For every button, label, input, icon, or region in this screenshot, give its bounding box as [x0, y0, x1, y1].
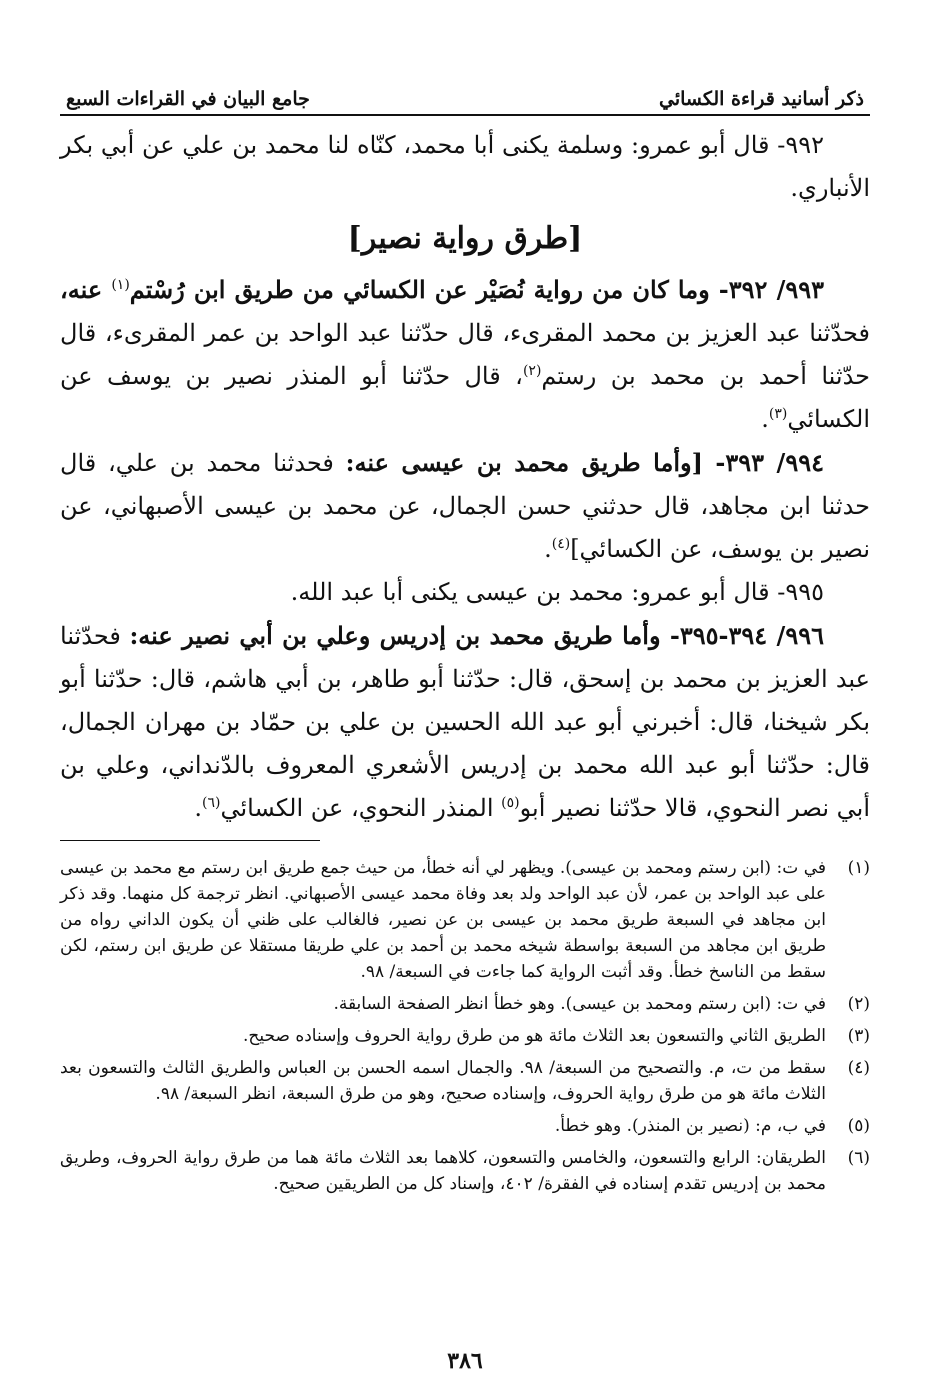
paragraph-993: ٩٩٣/ ٣٩٢- وما كان من رواية نُصَيْر عن الكسائي من طريق ابن رُسْتم$^{(١)}$ عنه، فحدّثنا عبد العزيز بن محمد المقرىء، قال حدّثنا عبد الواحد بن عمر المقرىء، قال حدّثنا أحمد بن محمد بن رستم$^{(٢)}$، قال حدّثنا أبو المنذر نصير بن يوسف عن الكسائي$^{(٣)}$. [60, 275, 871, 433]
book-page [60, 70, 870, 1380]
footnote-divider [60, 840, 320, 841]
footnote-ref-4[interactable]: (٤) [551, 536, 571, 552]
footnote-2: (٢) في ت: (ابن رستم ومحمد بن عيسى). وهو خطأ انظر الصفحة السابقة. [333, 994, 870, 1014]
main-text [60, 124, 870, 830]
footnote-5: (٥) في ب، م: (نصير بن المنذر). وهو خطأ. [554, 1116, 870, 1136]
footnote-ref-5[interactable]: (٥) [501, 795, 520, 811]
footnote-1: (١) في ت: (ابن رستم ومحمد بن عيسى). ويظهر لي أنه خطأ، من حيث جمع طريق ابن رستم مع محمد بن عيسى على عبد الواحد بن عمر، لأن عبد الواحد ولد بعد وفاة محمد عيسى الأصبهاني. انظر ترجمة كل منهما. وقد ذكر ابن مجاهد في السبعة طريق محمد بن عيسى بن عن نصير، فالغالب على ظني أن يكون الداني رواه من طريق ابن مجاهد من السبعة بواسطة شيخه محمد بن أحمد بن علي طريقا مستقلا عن طريق ابن رستم، لكن سقط من الناسخ خطأ. وقد أثبت الرواية كما جاءت في السبعة/ ٩٨. [60, 858, 870, 982]
running-header [60, 70, 870, 116]
header-book-title: جامع البيان في القراءات السبع [66, 88, 310, 110]
footnote-ref-6[interactable]: (٦) [202, 795, 221, 811]
footnote-4: (٤) سقط من ت، م. والتصحيح من السبعة/ ٩٨. والجمال اسمه الحسن بن العباس والطريق الثالث والتسعون بعد الثلاث مائة هو من طرق رواية الحروف، وإسناده صحيح، وهو من طرق السبعة، انظر السبعة/ ٩٨. [60, 1058, 870, 1104]
paragraph-992: ٩٩٢- قال أبو عمرو: وسلمة يكنى أبا محمد، كنّاه لنا محمد بن علي عن أبي بكر الأنباري. [60, 131, 870, 202]
section-title: [طرق رواية نصير] [347, 221, 583, 256]
paragraph-995: ٩٩٥- قال أبو عمرو: محمد بن عيسى يكنى أبا عبد الله. [290, 578, 824, 606]
paragraph-996: ٩٩٦/ ٣٩٤-٣٩٥- وأما طريق محمد بن إدريس وعلي بن أبي نصير عنه: فحدّثنا عبد العزيز بن محمد بن إسحق، قال: حدّثنا أبو طاهر، بن أبي هاشم، قال: حدّثنا أبو بكر شيخنا، قال: أخبرني أبو عبد الله الحسين بن علي بن حمّاد بن مهران الجمال، قال: حدّثنا أبو عبد الله محمد بن إدريس الأشعري المعروف بالدّنداني، وعلي بن أبي نصر النحوي، قالا حدّثنا نصير أبو$^{(٥)}$ المنذر النحوي، عن الكسائي$^{(٦)}$. [60, 621, 870, 822]
footnote-ref-2[interactable]: (٢) [522, 363, 542, 379]
footnote-3: (٣) الطريق الثاني والتسعون بعد الثلاث مائة هو من طرق رواية الحروف وإسناده صحيح. [243, 1026, 870, 1046]
page-number: ٣٨٦ [447, 1348, 483, 1374]
paragraph-994: ٩٩٤/ ٣٩٣- [وأما طريق محمد بن عيسى عنه: فحدثنا محمد بن علي، قال حدثنا ابن مجاهد، قال حدثني حسن الجمال، عن محمد بن عيسى الأصبهاني، عن نصير بن يوسف، عن الكسائي]$^{(٤)}$. [60, 448, 870, 563]
footnote-ref-1[interactable]: (١) [111, 277, 130, 293]
header-chapter-title: ذكر أسانيد قراءة الكسائي [659, 88, 864, 110]
footnote-ref-3[interactable]: (٣) [768, 406, 788, 422]
footnotes [60, 855, 870, 1197]
footnote-6: (٦) الطريقان: الرابع والتسعون، والخامس والتسعون، كلاهما بعد الثلاث مائة هما من طرق رواية الحروف، وطريق محمد بن إدريس تقدم إسناده في الفقرة/ ٤٠٢، وإسناد كل من الطريقين صحيح. [60, 1148, 870, 1194]
